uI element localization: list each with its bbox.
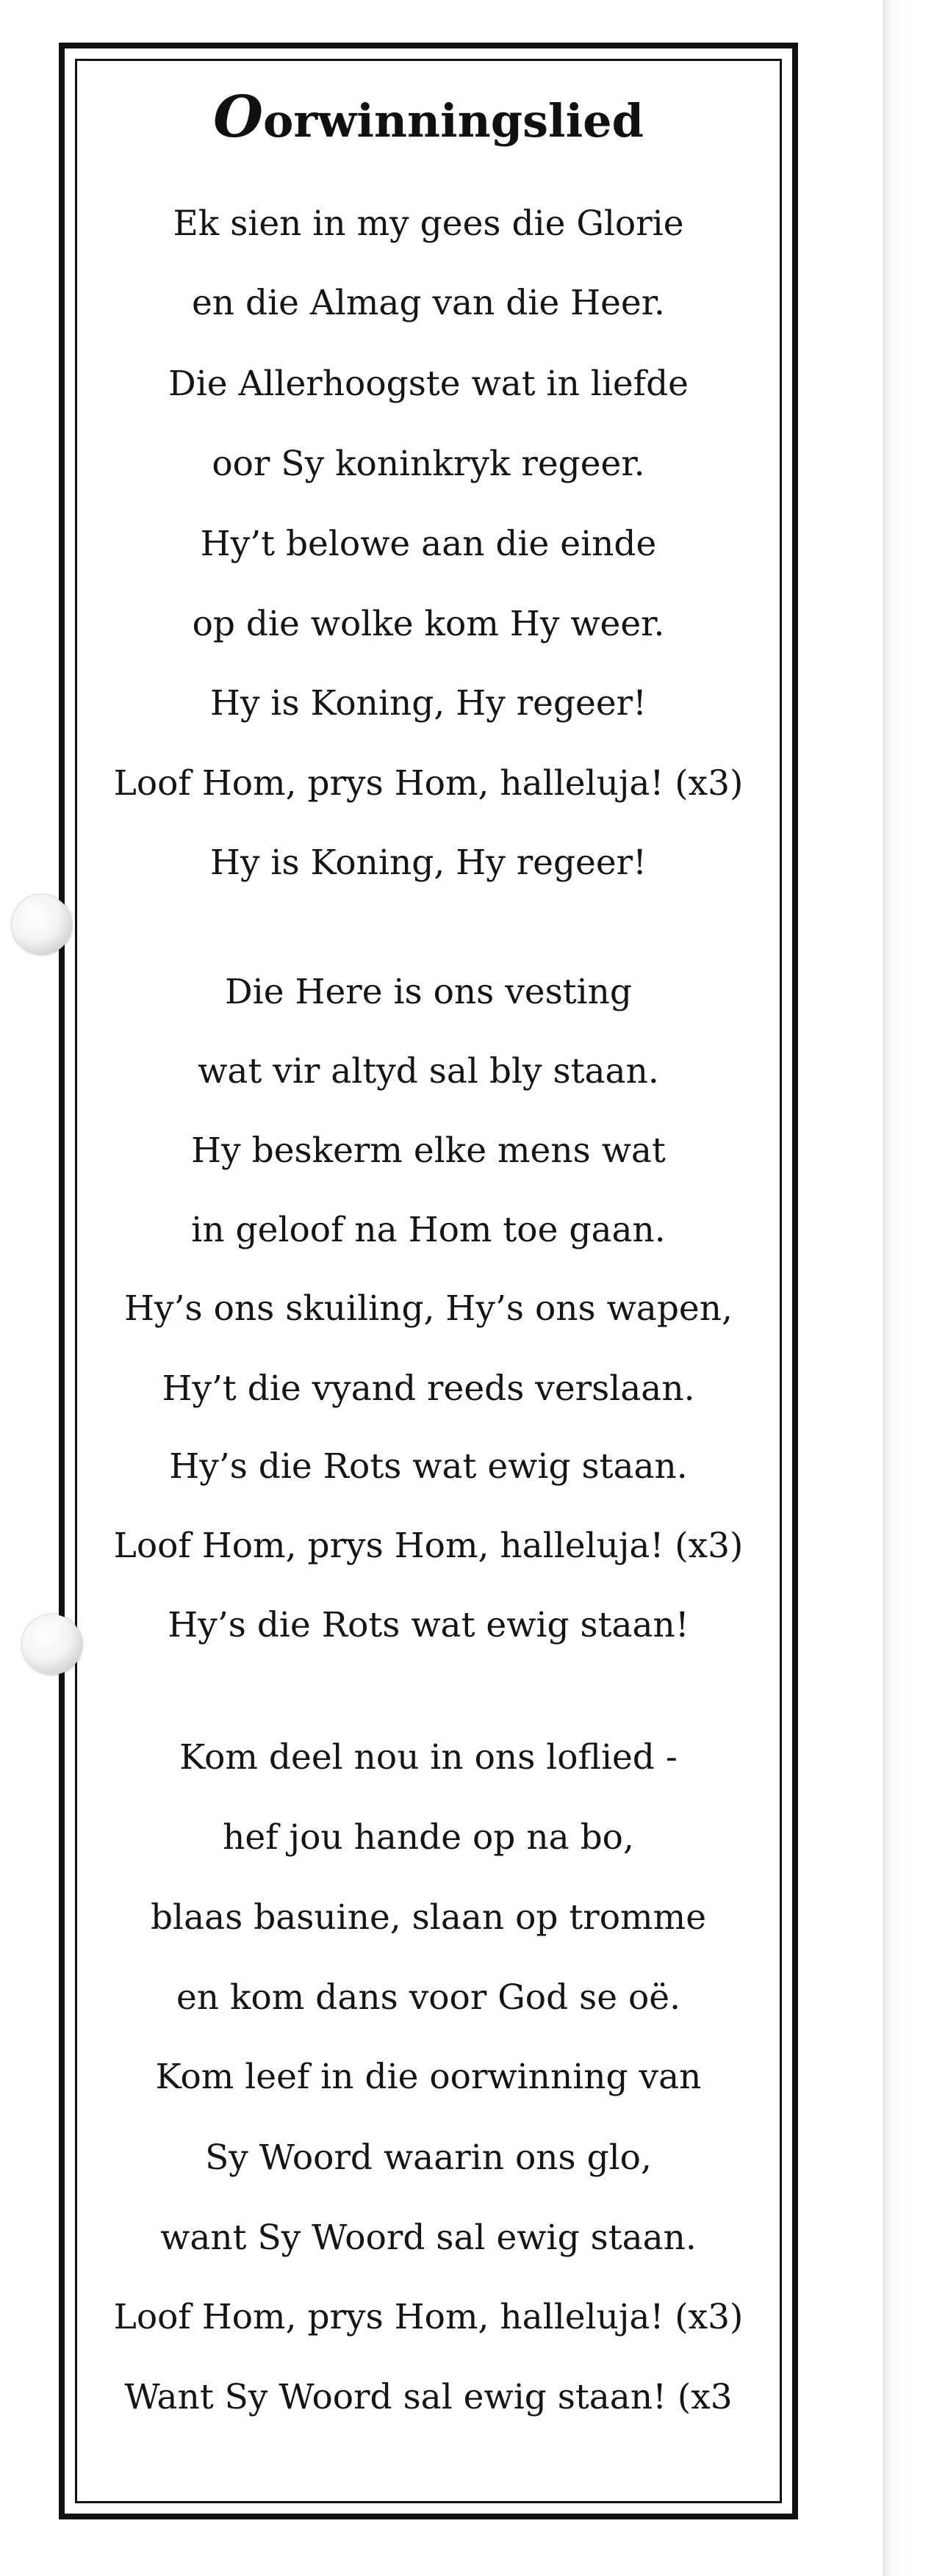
- verse-3-line-8: Loof Hom, prys Hom, halleluja! (x3): [113, 2297, 744, 2337]
- verse-3-line-3: blaas basuine, slaan op tromme: [150, 1897, 707, 1938]
- verse-2-line-5: Hy’s ons skuiling, Hy’s ons wapen,: [124, 1288, 733, 1329]
- verse-2-line-6: Hy’t die vyand reeds verslaan.: [162, 1368, 695, 1409]
- verse-2-line-8: Loof Hom, prys Hom, halleluja! (x3): [113, 1526, 744, 1566]
- verse-3-line-9: Want Sy Woord sal ewig staan! (x3: [124, 2377, 733, 2417]
- song-title-rest: orwinningslied: [263, 94, 644, 148]
- verse-1-line-2: en die Almag van die Heer.: [191, 283, 665, 323]
- verse-2-line-4: in geloof na Hom toe gaan.: [191, 1210, 666, 1250]
- verse-1-line-1: Ek sien in my gees die Glorie: [173, 203, 684, 244]
- verse-3-line-6: Sy Woord waarin ons glo,: [205, 2137, 652, 2178]
- verse-1-line-7: Hy is Koning, Hy regeer!: [209, 683, 647, 724]
- verse-3-line-7: want Sy Woord sal ewig staan.: [160, 2218, 697, 2258]
- verse-2-line-1: Die Here is ons vesting: [225, 972, 632, 1012]
- verse-1-line-3: Die Allerhoogste wat in liefde: [168, 364, 689, 404]
- verse-3-line-5: Kom leef in die oorwinning van: [155, 2057, 702, 2097]
- verse-1-line-4: oor Sy koninkryk regeer.: [212, 444, 645, 484]
- verse-2-line-2: wat vir altyd sal bly staan.: [198, 1051, 659, 1092]
- verse-2-line-9: Hy’s die Rots wat ewig staan!: [168, 1605, 689, 1645]
- verse-2-line-7: Hy’s die Rots wat ewig staan.: [169, 1446, 688, 1487]
- verse-2-line-3: Hy beskerm elke mens wat: [191, 1130, 666, 1171]
- verse-1-line-9: Hy is Koning, Hy regeer!: [209, 843, 647, 883]
- binder-hole-top: [12, 895, 72, 955]
- verse-1-line-6: op die wolke kom Hy weer.: [192, 604, 665, 644]
- verse-1-line-8: Loof Hom, prys Hom, halleluja! (x3): [113, 763, 744, 804]
- verse-3-line-1: Kom deel nou in ons loflied -: [179, 1737, 678, 1778]
- song-title: [75, 84, 782, 154]
- verse-3-line-4: en kom dans voor God se oë.: [176, 1977, 681, 2018]
- song-title-initial: O: [213, 84, 264, 151]
- page-edge: [883, 0, 945, 2576]
- verse-3-line-2: hef jou hande op na bo,: [223, 1817, 634, 1858]
- binder-hole-bottom: [22, 1614, 82, 1675]
- verse-1-line-5: Hy’t belowe aan die einde: [200, 524, 657, 564]
